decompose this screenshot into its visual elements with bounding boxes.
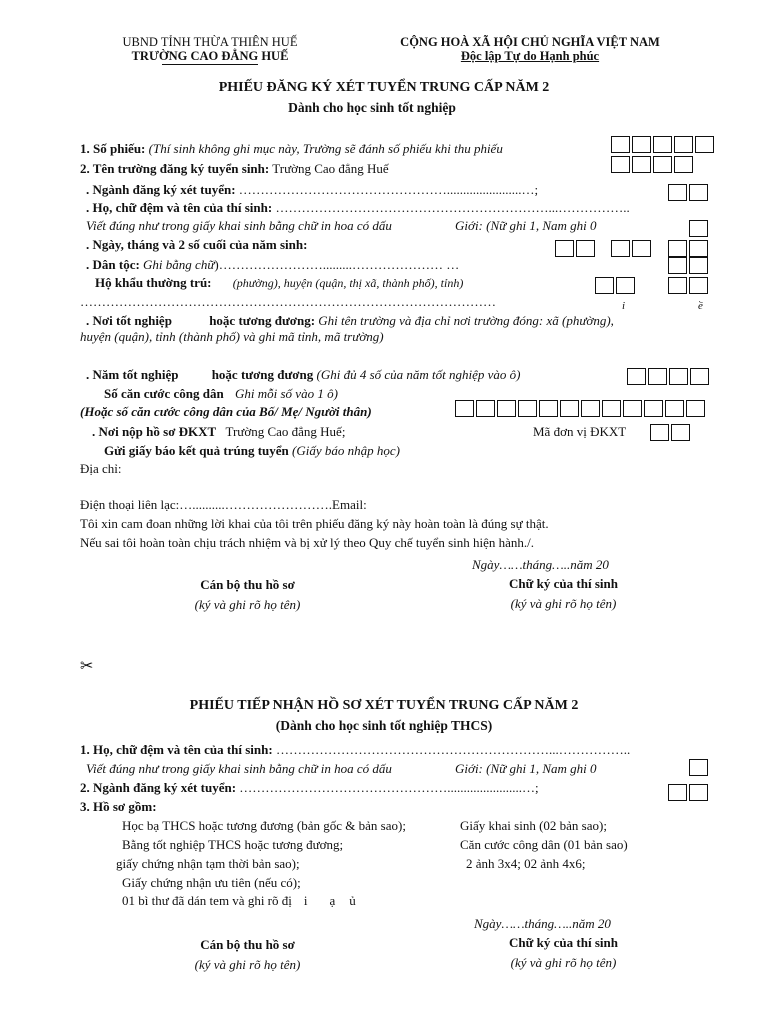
dantoc-note: Ghi bằng chữ: [143, 257, 215, 272]
so-phieu-box[interactable]: [632, 136, 651, 153]
ngay-line-1: Ngày……tháng…..năm 20: [472, 557, 609, 572]
hokhau-note: (phường), huyện (quận, thị xã, thành phố), tỉnh): [232, 276, 464, 290]
envelope-text-c: ạ: [329, 893, 336, 908]
hokhau-dots[interactable]: ……………………………………………………………………………………: [80, 294, 496, 309]
cccd-box[interactable]: [518, 400, 537, 417]
cccd-box[interactable]: [665, 400, 684, 417]
hoten-dots[interactable]: ………………………………………………………...……………..: [275, 200, 630, 215]
dienthoai-line[interactable]: Điện thoại liên lạc:…..........…………………….Email:: [80, 497, 367, 512]
so-phieu-box[interactable]: [653, 136, 672, 153]
form2-ma-nganh-box[interactable]: [668, 784, 687, 801]
chuky-title-1: Chữ ký của thí sinh: [509, 576, 618, 591]
ngaysinh-box[interactable]: [576, 240, 595, 257]
guigiay-label: Gửi giấy báo kết quả trúng tuyển: [104, 443, 289, 458]
cccd-parent-note: (Hoặc số căn cước công dân của Bố/ Mẹ/ Người thân): [80, 404, 372, 419]
noinop-value: Trường Cao đẳng Huế;: [225, 424, 346, 439]
so-phieu-box[interactable]: [611, 136, 630, 153]
namtn-label: . Năm tốt nghiệp: [86, 367, 179, 382]
camdoan-1: Tôi xin cam đoan những lời khai của tôi trên phiếu đăng ký này hoàn toàn là đúng sự thật.: [80, 516, 549, 531]
form2-subtitle: (Dành cho học sinh tốt nghiệp THCS): [275, 718, 493, 733]
cccd-box[interactable]: [560, 400, 579, 417]
hoso-label: 3. Hồ sơ gồm:: [80, 799, 157, 814]
cccd-box[interactable]: [602, 400, 621, 417]
noitn-label: . Nơi tốt nghiệp: [86, 313, 172, 328]
so-phieu-box[interactable]: [674, 136, 693, 153]
so-phieu-note: (Thí sinh không ghi mục này, Trường sẽ đánh số phiếu khi thu phiếu: [148, 141, 503, 156]
namtn-box[interactable]: [627, 368, 646, 385]
ma-nganh-box[interactable]: [689, 184, 708, 201]
noinop-label: . Nơi nộp hồ sơ ĐKXT: [92, 424, 217, 439]
ngay-line-2: Ngày……tháng…..năm 20: [474, 916, 611, 931]
form2-gioi-note: Giới: (Nữ ghi 1, Nam ghi 0: [455, 761, 597, 776]
cccd-label: Số căn cước công dân: [104, 386, 224, 401]
guigiay-row: [104, 443, 400, 459]
gioi-note: Giới: (Nữ ghi 1, Nam ghi 0: [455, 218, 597, 233]
hoso-item-envelope: [122, 893, 356, 909]
hoso-item-right: Giấy khai sinh (02 bản sao);: [460, 818, 607, 833]
form2-hoten-dots[interactable]: ………………………………………………………...……………..: [275, 742, 631, 757]
hoten-label: . Họ, chữ đệm và tên của thí sinh:: [86, 200, 273, 215]
hokhau-stray-2: ề: [698, 300, 703, 312]
dantoc-dots[interactable]: )…………………….........………………… …: [214, 257, 460, 272]
cccd-box[interactable]: [497, 400, 516, 417]
cccd-box[interactable]: [455, 400, 474, 417]
ngaysinh-box[interactable]: [555, 240, 574, 257]
ngaysinh-label: . Ngày, tháng và 2 số cuối của năm sinh:: [86, 237, 308, 252]
chuky-title-2: Chữ ký của thí sinh: [509, 935, 618, 950]
ngaysinh-box[interactable]: [632, 240, 651, 257]
form2-hoten-label: 1. Họ, chữ đệm và tên của thí sinh:: [80, 742, 273, 757]
noitn-row: [86, 313, 614, 329]
hoso-item: Giấy chứng nhận ưu tiên (nếu có);: [122, 875, 301, 890]
form1-subtitle: Dành cho học sinh tốt nghiệp: [288, 100, 456, 115]
form2-hoten-note: Viết đúng như trong giấy khai sinh bằng chữ in hoa có dấu: [86, 761, 392, 776]
truong-row: [80, 161, 389, 177]
hokhau-row: [95, 275, 463, 291]
noitn-note-2: huyện (quận), tỉnh (thành phố) và ghi mã tỉnh, mã trường): [80, 329, 384, 344]
ma-huyen-box[interactable]: [689, 277, 708, 294]
form2-ma-nganh-box[interactable]: [689, 784, 708, 801]
agency-name: UBND TỈNH THỪA THIÊN HUẾ: [122, 35, 298, 49]
hoso-item-right: 2 ảnh 3x4; 02 ảnh 4x6;: [466, 856, 586, 871]
diachi-label[interactable]: Địa chỉ:: [80, 461, 122, 476]
ma-huyen-box[interactable]: [668, 277, 687, 294]
ngaysinh-box[interactable]: [668, 240, 687, 257]
hokhau-stray-1: i: [622, 300, 626, 312]
guigiay-note: (Giấy báo nhập học): [292, 443, 400, 458]
cccd-box[interactable]: [623, 400, 642, 417]
so-phieu-row: [80, 141, 503, 157]
chuky-note-1: (ký và ghi rõ họ tên): [510, 596, 617, 611]
dantoc-label: . Dân tộc:: [86, 257, 140, 272]
ma-truong-box[interactable]: [653, 156, 672, 173]
noitn-label-2: hoặc tương đương:: [209, 313, 316, 328]
gioi-box[interactable]: [689, 220, 708, 237]
envelope-text-d: ủ: [349, 893, 356, 908]
canbo-title-2: Cán bộ thu hồ sơ: [200, 937, 295, 952]
ma-truong-box[interactable]: [611, 156, 630, 173]
cccd-row: [104, 386, 338, 402]
hoso-item-right: Căn cước công dân (01 bản sao): [460, 837, 628, 852]
form2-nganh-dots[interactable]: ………………………………………….......................…;: [239, 780, 539, 795]
namtn-row: [86, 367, 521, 383]
madonvi-label: Mã đơn vị ĐKXT: [533, 424, 627, 439]
hokhau-label: Hộ khẩu thường trú:: [95, 275, 212, 290]
so-phieu-label: 1. Số phiếu:: [80, 141, 146, 156]
cccd-box[interactable]: [581, 400, 600, 417]
ma-dantoc-box[interactable]: [689, 257, 708, 274]
chuky-note-2: (ký và ghi rõ họ tên): [510, 955, 617, 970]
ma-truong-box[interactable]: [632, 156, 651, 173]
cccd-box[interactable]: [644, 400, 663, 417]
canbo-title-1: Cán bộ thu hồ sơ: [200, 577, 295, 592]
hoso-item: Học bạ THCS hoặc tương đương (bản gốc & bản sao);: [122, 818, 406, 833]
namtn-box[interactable]: [690, 368, 709, 385]
madonvi-box[interactable]: [650, 424, 669, 441]
noinop-row: [92, 424, 345, 440]
ma-nganh-box[interactable]: [668, 184, 687, 201]
cccd-box[interactable]: [686, 400, 705, 417]
school-name-rule: [162, 64, 258, 65]
namtn-box[interactable]: [669, 368, 688, 385]
truong-label: 2. Tên trường đăng ký tuyển sinh:: [80, 161, 270, 176]
nganh-dots[interactable]: ………………………………………….......................…;: [238, 182, 539, 197]
madonvi-box[interactable]: [671, 424, 690, 441]
nganh-label: . Ngành đăng ký xét tuyển:: [86, 182, 236, 197]
camdoan-2: Nếu sai tôi hoàn toàn chịu trách nhiệm và bị xử lý theo Quy chế tuyển sinh hiện hành./.: [80, 535, 534, 550]
ngaysinh-box[interactable]: [689, 240, 708, 257]
hoso-item: Bằng tốt nghiệp THCS hoặc tương đương;: [122, 837, 344, 852]
envelope-text-a: 01 bì thư đã dán tem và ghi rõ đị: [122, 893, 292, 908]
hoten-note: Viết đúng như trong giấy khai sinh bằng chữ in hoa có dấu: [86, 218, 392, 233]
so-phieu-box[interactable]: [695, 136, 714, 153]
canbo-note-2: (ký và ghi rõ họ tên): [194, 957, 301, 972]
namtn-label-2: hoặc tương đương: [211, 367, 314, 382]
truong-value: Trường Cao đẳng Huế: [272, 161, 389, 176]
namtn-box[interactable]: [648, 368, 667, 385]
ma-tinh-box[interactable]: [595, 277, 614, 294]
cccd-box[interactable]: [476, 400, 495, 417]
dantoc-row: [86, 257, 459, 273]
ma-dantoc-box[interactable]: [668, 257, 687, 274]
nation-title: CỘNG HOÀ XÃ HỘI CHỦ NGHĨA VIỆT NAM: [400, 35, 660, 49]
canbo-note-1: (ký và ghi rõ họ tên): [194, 597, 301, 612]
nation-motto: Độc lập Tự do Hạnh phúc: [460, 49, 600, 63]
form1-title: PHIẾU ĐĂNG KÝ XÉT TUYỂN TRUNG CẤP NĂM 2: [218, 80, 550, 95]
namtn-note: (Ghi đủ 4 số của năm tốt nghiệp vào ô): [316, 367, 521, 382]
noitn-note-1: Ghi tên trường và địa chỉ nơi trường đóng: xã (phường),: [318, 313, 614, 328]
nganh-row: [86, 182, 538, 198]
ma-tinh-box[interactable]: [616, 277, 635, 294]
form2-gioi-box[interactable]: [689, 759, 708, 776]
envelope-text-b: i: [303, 893, 308, 908]
form2-hoten-row: [80, 742, 630, 758]
cccd-note: Ghi mỗi số vào 1 ô): [234, 386, 338, 401]
cccd-box[interactable]: [539, 400, 558, 417]
scissors-icon: ✂: [80, 656, 94, 675]
form2-nganh-row: [80, 780, 539, 796]
ma-truong-box[interactable]: [674, 156, 693, 173]
ngaysinh-box[interactable]: [611, 240, 630, 257]
form2-nganh-label: 2. Ngành đăng ký xét tuyển:: [80, 780, 237, 795]
hoten-row: [86, 200, 630, 216]
form2-title: PHIẾU TIẾP NHẬN HỒ SƠ XÉT TUYỂN TRUNG CẤP NĂM 2: [189, 698, 579, 713]
hoso-item: giấy chứng nhận tạm thời bản sao);: [116, 856, 300, 871]
school-name: TRƯỜNG CAO ĐẲNG HUẾ: [131, 49, 289, 63]
